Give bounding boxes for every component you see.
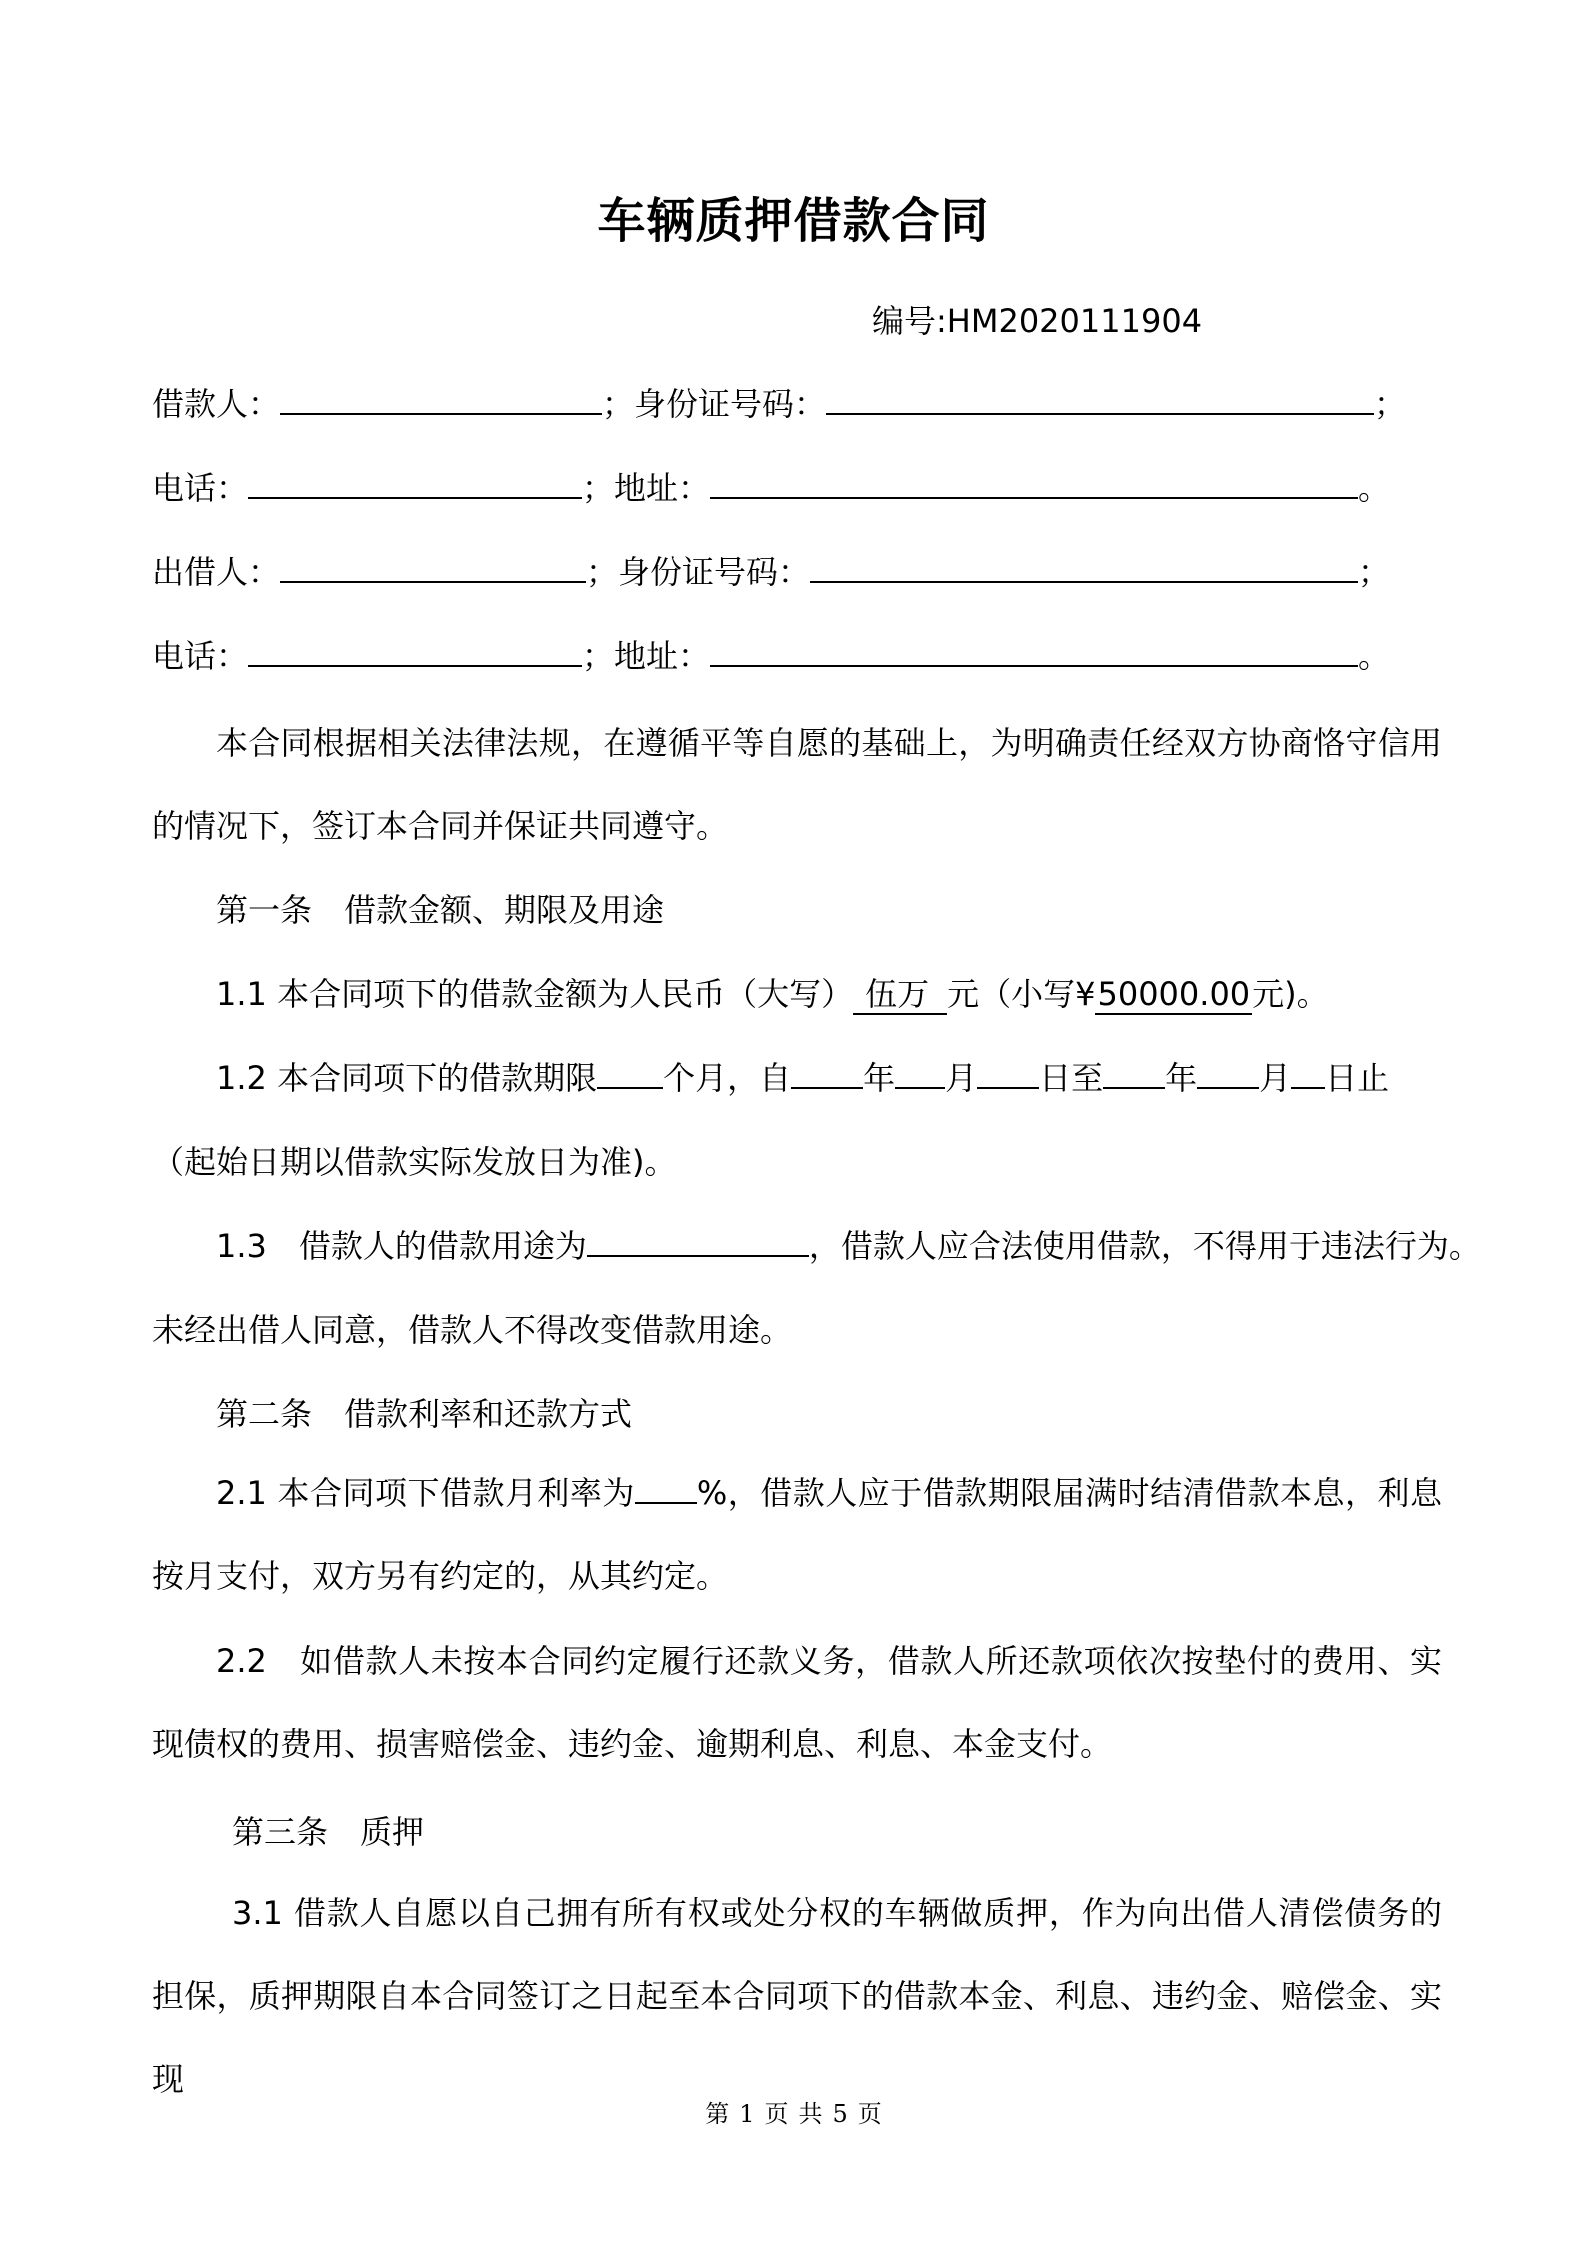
end-year-field[interactable] (1103, 1057, 1165, 1089)
clause-2-1 (152, 1452, 1442, 1618)
footer-page-number: 1 (739, 2100, 755, 2128)
clause-1-2-year-1: 年 (863, 1059, 896, 1097)
lender-contact-line (152, 634, 1390, 678)
article-3-heading: 第三条 质押 (232, 1813, 425, 1851)
lender-id-field[interactable] (810, 551, 1358, 583)
start-year-field[interactable] (791, 1057, 863, 1089)
clause-1-2-month-2: 月 (1259, 1059, 1292, 1097)
footer-prefix: 第 (705, 2100, 730, 2128)
clause-1-2-year-2: 年 (1165, 1059, 1198, 1097)
end-month-field[interactable] (1197, 1057, 1259, 1089)
lender-phone-label: 电话： (152, 637, 249, 675)
borrower-line (152, 382, 1406, 426)
borrower-phone-field[interactable] (248, 467, 582, 499)
loan-amount-chinese[interactable]: 伍万 (853, 975, 947, 1015)
clause-1-2 (216, 1056, 1389, 1100)
start-day-field[interactable] (977, 1057, 1039, 1089)
borrower-address-label: ；地址： (582, 469, 711, 507)
clause-1-2-text-a: 1.2 本合同项下的借款期限 (216, 1059, 598, 1097)
lender-address-end: 。 (1358, 637, 1391, 675)
article-1-heading: 第一条 借款金额、期限及用途 (216, 891, 665, 929)
clause-1-3-text-b: ，借款人应合法使用借款，不得用于违法行为。 (808, 1227, 1481, 1265)
clause-2-1-text-a: 2.1 本合同项下借款月利率为 (216, 1474, 635, 1512)
start-month-field[interactable] (895, 1057, 945, 1089)
borrower-address-field[interactable] (710, 467, 1358, 499)
clause-2-1-text-b: %，借款人应于借款期限届满时结清借款本息，利息按月支付，双方另有约定的，从其约定。 (152, 1474, 1442, 1595)
clause-1-2-text-b: 个月，自 (663, 1059, 792, 1097)
clause-1-2-day-1: 日至 (1039, 1059, 1104, 1097)
document-number: 编号:HM2020111904 (872, 302, 1203, 340)
borrower-name-field[interactable] (280, 383, 602, 415)
article-2-heading: 第二条 借款利率和还款方式 (216, 1395, 633, 1433)
clause-1-3 (216, 1224, 1481, 1268)
borrower-phone-label: 电话： (152, 469, 249, 507)
clause-2-2: 2.2 如借款人未按本合同约定履行还款义务，借款人所还款项依次按垫付的费用、实现债权的费用、损害赔偿金、违约金、逾期利息、利息、本金支付。 (152, 1642, 1442, 1763)
lender-name-field[interactable] (280, 551, 586, 583)
lender-label: 出借人： (152, 553, 281, 591)
lender-line (152, 550, 1390, 594)
end-day-field[interactable] (1291, 1057, 1325, 1089)
borrower-id-label: ；身份证号码： (602, 385, 827, 423)
borrower-label: 借款人： (152, 385, 281, 423)
page-footer (0, 2094, 1587, 2129)
borrower-line-end: ； (1374, 385, 1407, 423)
loan-purpose-field[interactable] (587, 1225, 809, 1257)
lender-phone-field[interactable] (248, 635, 582, 667)
clause-1-3-continued: 未经出借人同意，借款人不得改变借款用途。 (152, 1311, 793, 1349)
lender-address-label: ；地址： (582, 637, 711, 675)
clause-1-3-text-a: 1.3 借款人的借款用途为 (216, 1227, 587, 1265)
loan-amount-number[interactable]: 50000.00 (1097, 975, 1251, 1013)
clause-1-2-month-1: 月 (945, 1059, 978, 1097)
footer-suffix: 页 (857, 2100, 882, 2128)
footer-total-prefix: 共 (798, 2100, 823, 2128)
clause-1-1-text-c: 元)。 (1252, 975, 1329, 1013)
clause-1-2-day-2: 日止 (1325, 1059, 1390, 1097)
borrower-contact-line (152, 466, 1390, 510)
interest-rate-field[interactable] (635, 1472, 697, 1504)
lender-line-end: ； (1358, 553, 1391, 591)
intro-paragraph: 本合同根据相关法律法规，在遵循平等自愿的基础上，为明确责任经双方协商恪守信用的情况下，签订本合同并保证共同遵守。 (152, 724, 1442, 845)
borrower-address-end: 。 (1358, 469, 1391, 507)
footer-page-label: 页 (764, 2100, 789, 2128)
lender-address-field[interactable] (710, 635, 1358, 667)
footer-total-pages: 5 (832, 2100, 848, 2128)
lender-id-label: ；身份证号码： (586, 553, 811, 591)
loan-term-field[interactable] (597, 1057, 663, 1089)
clause-1-2-note: （起始日期以借款实际发放日为准)。 (152, 1143, 677, 1181)
document-title: 车辆质押借款合同 (597, 193, 990, 249)
borrower-id-field[interactable] (826, 383, 1374, 415)
clause-1-1-text-b: 元（小写¥ (947, 975, 1096, 1013)
clause-1-1 (216, 972, 1329, 1016)
clause-1-1-text-a: 1.1 本合同项下的借款金额为人民币（大写） (216, 975, 854, 1013)
clause-3-1: 3.1 借款人自愿以自己拥有所有权或处分权的车辆做质押，作为向出借人清偿债务的担保，质押期限自本合同签订之日起至本合同项下的借款本金、利息、违约金、赔偿金、实现 (152, 1894, 1442, 2098)
